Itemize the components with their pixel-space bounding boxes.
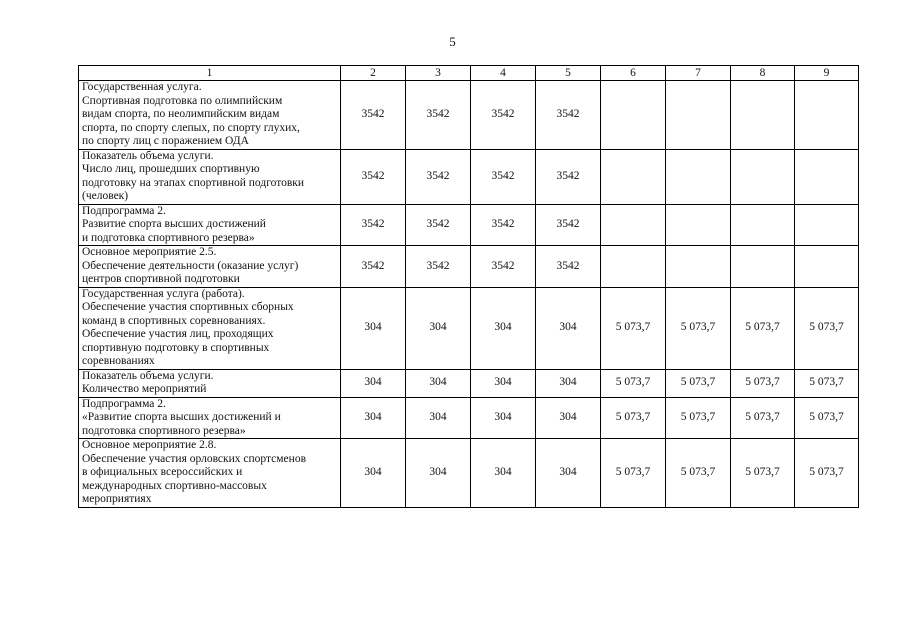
description-line: Развитие спорта высших достижений [82, 218, 266, 230]
value-cell: 3542 [341, 246, 406, 288]
description-line: Число лиц, прошедших спортивную [82, 163, 260, 175]
value-cell: 3542 [341, 81, 406, 150]
description-line: Основное мероприятие 2.5. [82, 246, 217, 258]
value-cell: 3542 [406, 204, 471, 246]
value-cell [795, 149, 859, 204]
description-line: подготовка спортивного резерва» [82, 424, 246, 437]
value-cell [601, 81, 666, 150]
value-cell: 3542 [406, 246, 471, 288]
value-cell [601, 246, 666, 288]
value-cell: 5 073,7 [601, 369, 666, 397]
column-header: 4 [471, 66, 536, 81]
value-cell: 5 073,7 [731, 397, 795, 439]
value-cell: 5 073,7 [731, 287, 795, 369]
row-description [79, 439, 341, 508]
value-cell: 304 [536, 439, 601, 508]
description-line: Показатель объема услуги. [82, 369, 214, 382]
table-row [79, 204, 859, 246]
value-cell: 304 [341, 439, 406, 508]
value-cell: 3542 [471, 81, 536, 150]
description-line: Государственная услуга (работа). [82, 287, 245, 300]
budget-table [78, 65, 859, 508]
value-cell [666, 81, 731, 150]
value-cell: 3542 [471, 204, 536, 246]
description-line: международных спортивно-массовых [82, 479, 267, 492]
value-cell: 304 [536, 287, 601, 369]
value-cell [731, 81, 795, 150]
value-cell [731, 204, 795, 246]
value-cell: 304 [341, 397, 406, 439]
value-cell: 304 [341, 287, 406, 369]
description-line: и подготовка спортивного резерва» [82, 231, 255, 244]
value-cell: 304 [471, 287, 536, 369]
description-line: Спортивная подготовка по олимпийским [82, 94, 283, 107]
value-cell: 304 [341, 369, 406, 397]
row-description [79, 81, 341, 150]
description-line: Государственная услуга. [82, 81, 202, 93]
value-cell: 5 073,7 [666, 287, 731, 369]
value-cell: 5 073,7 [795, 439, 859, 508]
column-header: 9 [795, 66, 859, 81]
value-cell: 3542 [536, 81, 601, 150]
description-line: центров спортивной подготовки [82, 273, 240, 285]
value-cell: 5 073,7 [795, 369, 859, 397]
value-cell [666, 246, 731, 288]
value-cell: 5 073,7 [601, 439, 666, 508]
table-row [79, 369, 859, 397]
value-cell [795, 246, 859, 288]
row-description [79, 397, 341, 439]
value-cell: 5 073,7 [731, 439, 795, 508]
column-header: 5 [536, 66, 601, 81]
column-header: 6 [601, 66, 666, 81]
value-cell [731, 246, 795, 288]
value-cell [666, 149, 731, 204]
description-line: Количество мероприятий [82, 383, 207, 395]
column-header: 2 [341, 66, 406, 81]
column-header: 1 [79, 66, 341, 81]
description-line: мероприятиях [82, 493, 152, 505]
value-cell: 5 073,7 [601, 397, 666, 439]
row-description [79, 246, 341, 288]
value-cell: 304 [406, 369, 471, 397]
value-cell [795, 81, 859, 150]
table-row [79, 149, 859, 204]
value-cell: 5 073,7 [601, 287, 666, 369]
value-cell: 3542 [536, 246, 601, 288]
description-line: соревнованиях [82, 355, 155, 367]
row-description [79, 369, 341, 397]
value-cell [795, 204, 859, 246]
value-cell: 3542 [536, 204, 601, 246]
value-cell: 3542 [536, 149, 601, 204]
description-line: Подпрограмма 2. [82, 204, 166, 217]
description-line: Обеспечение участия орловских спортсменов [82, 452, 306, 465]
value-cell: 3542 [471, 246, 536, 288]
value-cell: 5 073,7 [666, 397, 731, 439]
page-number: 5 [449, 34, 456, 49]
description-line: «Развитие спорта высших достижений и [82, 411, 281, 423]
description-line: Обеспечение участия спортивных сборных [82, 301, 294, 313]
row-description [79, 204, 341, 246]
value-cell: 3542 [341, 204, 406, 246]
value-cell: 304 [471, 369, 536, 397]
description-line: спорта, по спорту слепых, по спорту глухих, [82, 121, 300, 134]
value-cell: 304 [406, 439, 471, 508]
value-cell: 5 073,7 [666, 369, 731, 397]
value-cell: 304 [536, 369, 601, 397]
header-row [79, 66, 859, 81]
table-row [79, 81, 859, 150]
value-cell [666, 204, 731, 246]
value-cell: 3542 [406, 81, 471, 150]
description-line: в официальных всероссийских и [82, 466, 243, 478]
column-header: 8 [731, 66, 795, 81]
table-row [79, 397, 859, 439]
value-cell: 3542 [341, 149, 406, 204]
description-line: спортивную подготовку в спортивных [82, 341, 270, 354]
value-cell: 304 [471, 439, 536, 508]
table-row [79, 439, 859, 508]
value-cell [731, 149, 795, 204]
column-header: 3 [406, 66, 471, 81]
value-cell [601, 149, 666, 204]
value-cell: 304 [406, 287, 471, 369]
description-line: Обеспечение участия лиц, проходящих [82, 328, 274, 340]
value-cell [601, 204, 666, 246]
description-line: подготовку на этапах спортивной подготовки [82, 176, 305, 189]
value-cell: 3542 [406, 149, 471, 204]
row-description [79, 287, 341, 369]
description-line: команд в спортивных соревнованиях. [82, 314, 266, 327]
description-line: видам спорта, по неолимпийским видам [82, 108, 280, 120]
value-cell: 5 073,7 [731, 369, 795, 397]
table-row [79, 246, 859, 288]
description-line: (человек) [82, 190, 129, 202]
description-line: по спорту лиц с поражением ОДА [82, 135, 249, 147]
description-line: Обеспечение деятельности (оказание услуг) [82, 259, 299, 272]
value-cell: 3542 [471, 149, 536, 204]
description-line: Основное мероприятие 2.8. [82, 439, 217, 451]
row-description [79, 149, 341, 204]
value-cell: 304 [406, 397, 471, 439]
value-cell: 5 073,7 [795, 287, 859, 369]
description-line: Показатель объема услуги. [82, 149, 214, 162]
value-cell: 5 073,7 [666, 439, 731, 508]
column-header: 7 [666, 66, 731, 81]
value-cell: 304 [536, 397, 601, 439]
description-line: Подпрограмма 2. [82, 397, 166, 410]
value-cell: 5 073,7 [795, 397, 859, 439]
table-row [79, 287, 859, 369]
value-cell: 304 [471, 397, 536, 439]
